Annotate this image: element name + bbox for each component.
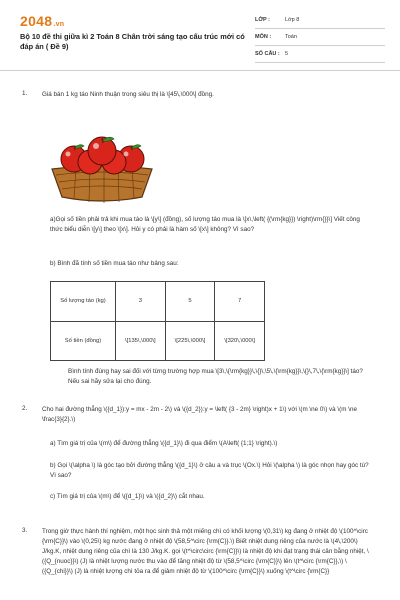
table-cell: 3 (116, 282, 166, 322)
question-1-text: Giá bán 1 kg táo Ninh thuận trong siêu thị là \[45\,\000\] đồng. (42, 91, 214, 98)
table-cell: \[320\,\000\] (215, 321, 265, 361)
table-cell: \[135\,\000\] (116, 321, 166, 361)
question-2-part-a: a) Tìm giá trị của \(m\) để đường thẳng \({d_1}\) đi qua điểm \(A\left( {1;1} \right).\) (50, 440, 278, 447)
table-cell: 5 (165, 282, 215, 322)
question-2-part-b: b) Gọi \(\alpha \) là góc tạo bởi đường thẳng \({d_1}\) ở câu a và trục \(Ox.\) Hỏi \(\alpha \) là góc nhọn hay góc tù? Vì sao? (50, 462, 369, 479)
question-1-part-a: a)Gọi số tiền phải trả khi mua táo là \[y\] (đồng), số lượng táo mua là \[x\,\left( {(\rm{kg}}) \right)\rm{}}\] Viết công thức biểu diễn \[y\] theo \[x\]. Hỏi y có phải là hàm số \[x\] không? Vì sao? (50, 216, 360, 233)
meta-key: LỚP : (255, 17, 270, 23)
meta-value: Toán (285, 34, 297, 40)
meta-row-question-count (255, 46, 385, 63)
question-1-after-table: Bình tính đúng hay sai đối với từng trường hợp mua \[3\,\{\rm{kg}}\,\{}\,\5\,\{\rm{kg}}\,\{}\,7\,\{\rm{kg}}\] táo? Nếu sai hãy sửa lại cho đúng. (68, 368, 363, 385)
meta-key: SỐ CÂU : (255, 51, 280, 57)
document-meta (255, 12, 385, 63)
question-1-part-b: b) Bình đã tính số tiền mua táo như bảng sau: (50, 260, 179, 267)
table-row (51, 321, 265, 361)
question-3-text: Trong giờ thực hành thí nghiệm, một học sinh thả một miếng chì có khối lượng \(0,31\) kg đang ở nhiệt độ \(100^\circ {\rm{C}}\) vào \(0,25\) kg nước đang ở nhiệt độ \(58,5^\circ {\rm{C}}.\) Biết nhiệt dung riêng của nước là \(4\,\200\) J/kg.K, nhiệt dung riêng của chì là 130 J/kg.K. gọi \(t^\circ\circ {\rm{C}}\) là nhiệt độ khi đạt trạng thái cân bằng nhiệt, \({Q_{nuoc}}\) (J) là nhiệt lượng nước thu vào để tăng nhiệt độ từ \(58,5^\circ {\rm{C}}\) lên \(t^\circ {\rm{C}},\) \({Q_{chi}}\) (J) là nhiệt lượng chì tỏa ra để giảm nhiệt độ từ \(100^\circ {\rm{C}}\) xuống \(t^\circ {\rm{C}} (42, 528, 369, 575)
table-cell: 7 (215, 282, 265, 322)
document-title: Bộ 10 đề thi giữa kì 2 Toán 8 Chân trời sáng tạo cấu trúc mới có đáp án ( Đề 9) (20, 32, 245, 51)
table-cell: Số tiền (đồng) (51, 321, 116, 361)
site-logo[interactable] (20, 13, 64, 29)
meta-row-subject (255, 29, 385, 46)
meta-value: 5 (285, 51, 289, 57)
price-table (50, 281, 265, 361)
apple-basket-image (46, 135, 158, 205)
table-row (51, 282, 265, 322)
question-number: 2. (22, 405, 28, 412)
question-number: 1. (22, 90, 28, 97)
meta-key: MÔN : (255, 34, 272, 40)
question-2-part-c: c) Tìm giá trị của \(m\) để \({d_1}\) và \({d_2}\) cắt nhau. (50, 493, 205, 500)
question-number: 3. (22, 527, 28, 534)
logo-text: 2048 (20, 13, 53, 29)
question-2-text: Cho hai đường thẳng \({d_1}):y = mx - 2m - 2\) và \({d_2}):y = \left( {3 - 2m} \right)x + 1\) với \(m \ne 0\) và \(m \ne \frac{3}{2}.\) (42, 406, 358, 423)
meta-row-grade (255, 12, 385, 29)
logo-suffix: .vn (53, 21, 65, 28)
document-header (0, 0, 400, 71)
meta-value: Lớp 8 (285, 17, 300, 23)
table-cell: Số lượng táo (kg) (51, 282, 116, 322)
table-cell: \[225\,\000\] (165, 321, 215, 361)
